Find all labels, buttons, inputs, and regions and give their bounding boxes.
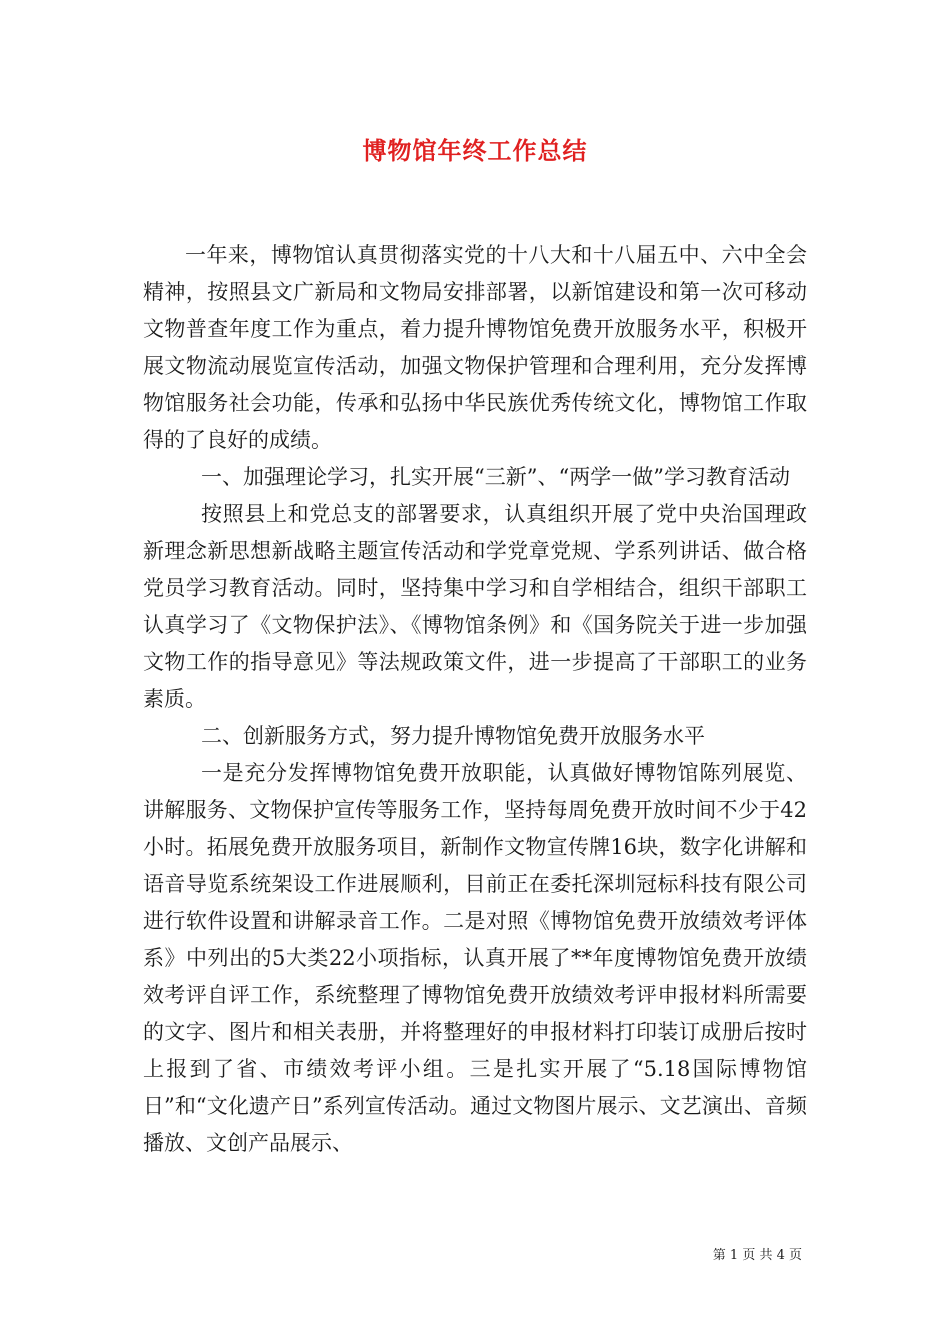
- paragraph-section-2: 一是充分发挥博物馆免费开放职能，认真做好博物馆陈列展览、讲解服务、文物保护宣传等服务工作，坚持每周免费开放时间不少于42小时。拓展免费开放服务项目，新制作文物宣传牌16块，数字化讲解和语音导览系统架设工作进展顺利，目前正在委托深圳冠标科技有限公司进行软件设置和讲解录音工作。二是对照《博物馆免费开放绩效考评体系》中列出的5大类22小项指标，认真开展了**年度博物馆免费开放绩效考评自评工作，系统整理了博物馆免费开放绩效考评申报材料所需要的文字、图片和相关表册，并将整理好的申报材料打印装订成册后按时上报到了省、市绩效考评小组。三是扎实开展了“5.18国际博物馆日”和“文化遗产日”系列宣传活动。通过文物图片展示、文艺演出、音频播放、文创产品展示、: [143, 761, 807, 1155]
- page-number: 第 1 页 共 4 页: [712, 1248, 802, 1263]
- document-body: [143, 237, 807, 1162]
- section-heading-1: 一、加强理论学习，扎实开展“三新”、“两学一做”学习教育活动: [201, 465, 790, 489]
- paragraph-intro: 一年来，博物馆认真贯彻落实党的十八大和十八届五中、六中全会精神，按照县文广新局和文物局安排部署，以新馆建设和第一次可移动文物普查年度工作为重点，着力提升博物馆免费开放服务水平，积极开展文物流动展览宣传活动，加强文物保护管理和合理利用，充分发挥博物馆服务社会功能，传承和弘扬中华民族优秀传统文化，博物馆工作取得的了良好的成绩。: [143, 243, 807, 452]
- paragraph-section-1: 按照县上和党总支的部署要求，认真组织开展了党中央治国理政新理念新思想新战略主题宣传活动和学党章党规、学系列讲话、做合格党员学习教育活动。同时，坚持集中学习和自学相结合，组织干部职工认真学习了《文物保护法》、《博物馆条例》和《国务院关于进一步加强文物工作的指导意见》等法规政策文件，进一步提高了干部职工的业务素质。: [143, 502, 807, 711]
- document-title: 博物馆年终工作总结: [362, 136, 588, 165]
- section-heading-2: 二、创新服务方式，努力提升博物馆免费开放服务水平: [201, 724, 705, 748]
